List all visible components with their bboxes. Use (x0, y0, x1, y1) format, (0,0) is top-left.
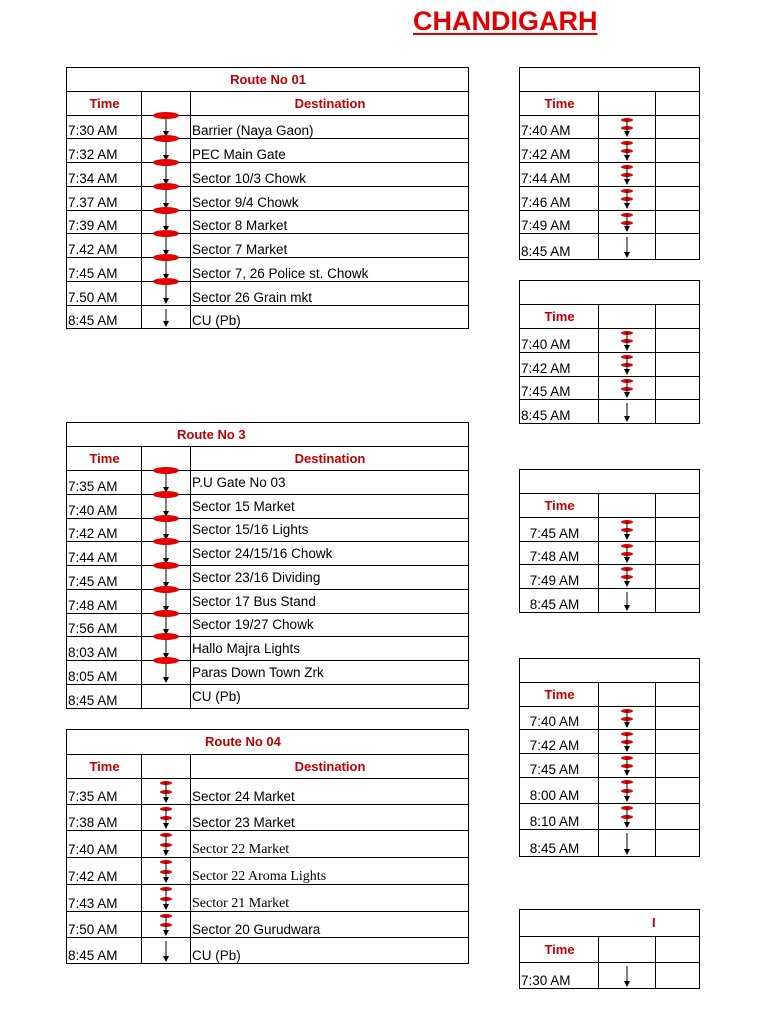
route-flow-marker (142, 938, 190, 963)
route-arrow (142, 938, 191, 964)
connector-line (166, 593, 167, 607)
stop-marker-icon (153, 207, 179, 214)
down-arrow-icon (624, 226, 630, 232)
stop-time: 7:45 AM (67, 258, 142, 282)
route-flow-marker (142, 912, 190, 937)
stop-time: 7:56 AM (67, 614, 142, 637)
down-arrow-icon (163, 956, 169, 962)
arrow-header (142, 755, 191, 779)
stop-destination: Sector 10/3 Chowk (191, 163, 469, 187)
stop-time: 7.50 AM (67, 282, 142, 306)
stop-time: 7:50 AM (67, 912, 142, 938)
destination-header (656, 937, 700, 963)
stop-marker-icon (153, 538, 179, 545)
route-flow-marker (599, 234, 655, 259)
stop-destination: CU (Pb) (191, 306, 469, 329)
route-title (520, 68, 700, 92)
stop-destination (656, 754, 700, 778)
down-arrow-icon (624, 796, 630, 802)
arrow-header (599, 937, 656, 963)
stop-marker-icon (153, 183, 179, 190)
arrow-header (599, 494, 656, 518)
route-arrow (142, 885, 191, 912)
stop-time: 7:30 AM (520, 963, 599, 989)
right-route-table-3 (519, 469, 700, 613)
route-arrow (599, 589, 656, 613)
stop-time: 7:44 AM (67, 542, 142, 566)
connector-line (627, 833, 628, 850)
route-title (520, 659, 700, 683)
route-flow-marker (599, 518, 655, 541)
stop-time: 7:42 AM (67, 519, 142, 542)
route-arrow (142, 858, 191, 885)
connector-line (627, 356, 628, 370)
right-route-table-5 (519, 909, 700, 989)
stop-time: 7:42 AM (67, 858, 142, 885)
route-flow-marker (599, 377, 655, 399)
connector-line (627, 142, 628, 156)
stop-destination: Sector 26 Grain mkt (191, 282, 469, 306)
stop-time: 8:45 AM (67, 938, 142, 964)
stop-destination: Sector 22 Aroma Lights (191, 858, 469, 885)
down-arrow-icon (624, 722, 630, 728)
connector-line (166, 166, 167, 180)
down-arrow-icon (624, 770, 630, 776)
stop-time: 7:34 AM (67, 163, 142, 187)
down-arrow-icon (624, 581, 630, 587)
right-route-table-2 (519, 280, 700, 424)
route-arrow (599, 139, 656, 163)
down-arrow-icon (624, 155, 630, 161)
down-arrow-icon (624, 392, 630, 398)
down-arrow-icon (624, 849, 630, 855)
connector-line (166, 782, 167, 798)
stop-destination: PEC Main Gate (191, 139, 469, 163)
stop-time: 8:00 AM (520, 778, 599, 804)
stop-marker-icon (153, 135, 179, 142)
stop-destination (656, 400, 700, 424)
stop-destination: Sector 24/15/16 Chowk (191, 542, 469, 566)
arrow-header (599, 305, 656, 329)
stop-marker-icon (153, 491, 179, 498)
stop-destination (656, 589, 700, 613)
stop-marker-icon (153, 515, 179, 522)
stop-marker-icon (153, 230, 179, 237)
route-title: Route No 04 (67, 730, 469, 755)
stop-time: 7:40 AM (520, 116, 599, 139)
route-arrow (599, 353, 656, 377)
down-arrow-icon (163, 298, 169, 304)
connector-line (627, 757, 628, 771)
stop-time: 7:40 AM (67, 831, 142, 858)
connector-line (166, 664, 167, 678)
route-flow-marker (599, 754, 655, 777)
time-header: Time (520, 683, 599, 707)
route-flow-marker (142, 661, 190, 684)
connector-line (627, 781, 628, 797)
stop-time: 7:45 AM (520, 754, 599, 778)
stop-time: 8:10 AM (520, 804, 599, 830)
down-arrow-icon (163, 850, 169, 856)
connector-line (627, 403, 628, 417)
down-arrow-icon (624, 345, 630, 351)
stop-time: 7:42 AM (520, 139, 599, 163)
stop-marker-icon (153, 562, 179, 569)
route-title (520, 470, 700, 494)
stop-destination: Barrier (Naya Gaon) (191, 116, 469, 139)
stop-time: 7:45 AM (67, 566, 142, 590)
route-arrow (599, 542, 656, 565)
right-route-table-4 (519, 658, 700, 857)
time-header: Time (520, 305, 599, 329)
stop-time: 7:45 AM (520, 377, 599, 400)
down-arrow-icon (624, 605, 630, 611)
stop-destination: CU (Pb) (191, 685, 469, 709)
route-flow-marker (142, 805, 190, 830)
connector-line (627, 733, 628, 747)
route-3-table (66, 422, 469, 709)
route-arrow (142, 306, 191, 329)
route-arrow (599, 377, 656, 400)
destination-header (656, 92, 700, 116)
route-arrow (599, 730, 656, 754)
route-flow-marker (599, 163, 655, 186)
destination-header: Destination (191, 92, 469, 116)
stop-marker-icon (153, 254, 179, 261)
route-title: Route No 01 (67, 68, 469, 92)
stop-time: 7:30 AM (67, 116, 142, 139)
stop-destination: Sector 15/16 Lights (191, 519, 469, 542)
stop-destination: Sector 7 Market (191, 234, 469, 258)
time-header: Time (520, 494, 599, 518)
stop-destination: Sector 23 Market (191, 805, 469, 831)
connector-line (166, 888, 167, 905)
connector-line (166, 142, 167, 156)
connector-line (627, 332, 628, 346)
route-arrow (142, 282, 191, 306)
down-arrow-icon (624, 981, 630, 987)
stop-time: 7:39 AM (67, 211, 142, 234)
stop-destination (656, 565, 700, 589)
down-arrow-icon (163, 904, 169, 910)
stop-time: 7:42 AM (520, 353, 599, 377)
stop-time: 7:35 AM (67, 779, 142, 805)
stop-destination (656, 707, 700, 730)
destination-header (656, 305, 700, 329)
down-arrow-icon (163, 797, 169, 803)
connector-line (166, 808, 167, 824)
stop-time: 7:32 AM (67, 139, 142, 163)
stop-time: 7:35 AM (67, 471, 142, 495)
route-flow-marker (599, 187, 655, 210)
connector-line (627, 592, 628, 606)
down-arrow-icon (163, 930, 169, 936)
time-header: Time (520, 937, 599, 963)
route-flow-marker (599, 589, 655, 612)
route-title: I (520, 910, 700, 937)
stop-time: 7:40 AM (520, 329, 599, 353)
stop-destination (656, 187, 700, 211)
stop-time: 7:38 AM (67, 805, 142, 831)
stop-time: 8:45 AM (520, 400, 599, 424)
stop-destination: Sector 23/16 Dividing (191, 566, 469, 590)
route-flow-marker (142, 306, 190, 328)
connector-line (166, 941, 167, 957)
route-title (520, 281, 700, 305)
route-01-table (66, 67, 469, 329)
stop-destination: Sector 24 Market (191, 779, 469, 805)
route-arrow (599, 804, 656, 830)
route-title: Route No 3 (67, 423, 469, 447)
route-arrow (142, 831, 191, 858)
stop-time: 7.42 AM (67, 234, 142, 258)
connector-line (627, 966, 628, 982)
stop-time: 8:05 AM (67, 661, 142, 685)
time-header: Time (67, 92, 142, 116)
route-arrow (599, 707, 656, 730)
route-flow-marker (599, 139, 655, 162)
stop-marker-icon (153, 586, 179, 593)
stop-destination (656, 778, 700, 804)
stop-destination: Sector 22 Market (191, 831, 469, 858)
route-arrow (142, 685, 191, 709)
route-flow-marker (599, 565, 655, 588)
connector-line (166, 861, 167, 878)
stop-time: 8:03 AM (67, 637, 142, 661)
route-flow-marker (599, 329, 655, 352)
route-arrow (599, 830, 656, 857)
down-arrow-icon (624, 746, 630, 752)
stop-time: 8:45 AM (520, 589, 599, 613)
stop-time: 7:42 AM (520, 730, 599, 754)
stop-time: 7:40 AM (520, 707, 599, 730)
stop-time: 8:45 AM (520, 234, 599, 260)
connector-line (166, 834, 167, 851)
route-arrow (599, 163, 656, 187)
time-header: Time (520, 92, 599, 116)
stop-destination: Sector 7, 26 Police st. Chowk (191, 258, 469, 282)
down-arrow-icon (624, 131, 630, 137)
down-arrow-icon (624, 416, 630, 422)
stop-destination (656, 804, 700, 830)
down-arrow-icon (624, 203, 630, 209)
route-arrow (599, 116, 656, 139)
route-flow-marker (599, 707, 655, 729)
stop-destination: Hallo Majra Lights (191, 637, 469, 661)
route-arrow (142, 661, 191, 685)
page-title: CHANDIGARH (413, 6, 598, 36)
stop-destination: Sector 21 Market (191, 885, 469, 912)
stop-destination: Sector 19/27 Chowk (191, 614, 469, 637)
stop-destination: P.U Gate No 03 (191, 471, 469, 495)
stop-destination: CU (Pb) (191, 938, 469, 964)
route-flow-marker (599, 963, 655, 988)
stop-marker-icon (153, 657, 179, 664)
stop-marker-icon (153, 112, 179, 119)
connector-line (166, 545, 167, 559)
connector-line (627, 807, 628, 823)
stop-time: 7:48 AM (67, 590, 142, 614)
connector-line (166, 474, 167, 488)
connector-line (166, 261, 167, 275)
route-flow-marker (599, 400, 655, 423)
route-04-table (66, 729, 469, 964)
stop-destination (656, 542, 700, 565)
down-arrow-icon (624, 557, 630, 563)
stop-destination (656, 116, 700, 139)
right-column (519, 60, 655, 1000)
stop-time: 7:49 AM (520, 565, 599, 589)
route-flow-marker (599, 804, 655, 829)
stop-destination (656, 353, 700, 377)
route-arrow (599, 963, 656, 989)
connector-line (627, 521, 628, 535)
connector-line (166, 640, 167, 654)
route-arrow (599, 187, 656, 211)
route-flow-marker (599, 730, 655, 753)
stop-destination: Sector 9/4 Chowk (191, 187, 469, 211)
route-flow-marker (142, 282, 190, 305)
stop-destination: Paras Down Town Zrk (191, 661, 469, 685)
connector-line (627, 237, 628, 253)
stop-destination: Sector 8 Market (191, 211, 469, 234)
down-arrow-icon (624, 369, 630, 375)
time-header: Time (67, 755, 142, 779)
stop-time: 7:48 AM (520, 542, 599, 565)
stop-destination (656, 377, 700, 400)
stop-time: 7:43 AM (67, 885, 142, 912)
destination-header: Destination (191, 755, 469, 779)
down-arrow-icon (624, 252, 630, 258)
route-arrow (599, 565, 656, 589)
stop-marker-icon (153, 633, 179, 640)
stop-marker-icon (153, 278, 179, 285)
stop-marker-icon (153, 467, 179, 474)
route-arrow (599, 754, 656, 778)
destination-header (656, 494, 700, 518)
route-flow-marker (599, 542, 655, 564)
stop-destination (656, 963, 700, 989)
stop-time: 7:46 AM (520, 187, 599, 211)
route-flow-marker (599, 116, 655, 138)
connector-line (166, 285, 167, 299)
down-arrow-icon (163, 877, 169, 883)
stop-time: 7:44 AM (520, 163, 599, 187)
route-arrow (142, 779, 191, 805)
stop-destination (656, 830, 700, 857)
destination-header: Destination (191, 447, 469, 471)
stop-time: 7:45 AM (520, 518, 599, 542)
down-arrow-icon (163, 823, 169, 829)
stop-destination (656, 518, 700, 542)
connector-line (166, 190, 167, 204)
stop-destination: Sector 15 Market (191, 495, 469, 519)
connector-line (166, 237, 167, 251)
stop-destination (656, 730, 700, 754)
connector-line (166, 915, 167, 931)
right-route-table-1 (519, 67, 700, 260)
route-flow-marker (142, 858, 190, 884)
route-flow-marker (142, 779, 190, 804)
stop-marker-icon (153, 159, 179, 166)
stop-time: 8:45 AM (67, 306, 142, 329)
stop-time: 7:49 AM (520, 211, 599, 234)
stop-destination (656, 234, 700, 260)
route-arrow (599, 400, 656, 424)
time-header: Time (67, 447, 142, 471)
stop-time: 8:45 AM (67, 685, 142, 709)
route-flow-marker (599, 778, 655, 803)
route-arrow (599, 234, 656, 260)
down-arrow-icon (624, 534, 630, 540)
stop-destination (656, 163, 700, 187)
stop-destination (656, 329, 700, 353)
stop-destination: Sector 20 Gurudwara (191, 912, 469, 938)
connector-line (627, 568, 628, 582)
route-flow-marker (142, 885, 190, 911)
stop-destination (656, 211, 700, 234)
stop-time: 7.37 AM (67, 187, 142, 211)
route-flow-marker (599, 211, 655, 233)
route-arrow (599, 329, 656, 353)
stop-destination (656, 139, 700, 163)
route-flow-marker (142, 831, 190, 857)
connector-line (166, 498, 167, 512)
destination-header (656, 683, 700, 707)
connector-line (166, 569, 167, 583)
down-arrow-icon (624, 822, 630, 828)
stop-destination: Sector 17 Bus Stand (191, 590, 469, 614)
arrow-header (599, 683, 656, 707)
route-flow-marker (599, 830, 655, 856)
route-arrow (599, 211, 656, 234)
connector-line (627, 190, 628, 204)
down-arrow-icon (163, 677, 169, 683)
stop-marker-icon (153, 610, 179, 617)
down-arrow-icon (163, 321, 169, 327)
arrow-header (599, 92, 656, 116)
down-arrow-icon (624, 179, 630, 185)
stop-time: 8:45 AM (520, 830, 599, 857)
route-arrow (142, 912, 191, 938)
route-flow-marker (599, 353, 655, 376)
route-arrow (599, 518, 656, 542)
route-arrow (599, 778, 656, 804)
connector-line (627, 166, 628, 180)
stop-time: 7:40 AM (67, 495, 142, 519)
route-arrow (142, 805, 191, 831)
